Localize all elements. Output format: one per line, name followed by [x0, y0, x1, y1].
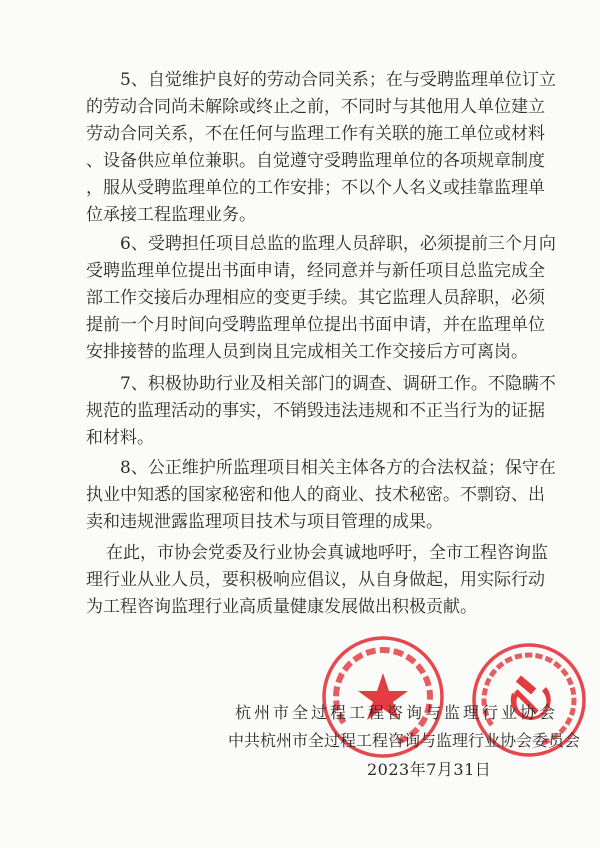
seal-glyph — [418, 665, 424, 673]
seal-lettering — [484, 655, 574, 743]
association-signature: 杭州市全过程工程咨询与监理行业协会 — [235, 703, 559, 722]
text-line: 在此，市协会党委及行业协会真诚地呼吁，全市工程咨询监 — [106, 543, 548, 563]
seal-glyph — [562, 670, 566, 676]
seal-glyph — [336, 687, 337, 697]
document-date: 2023年7月31日 — [367, 760, 492, 779]
seal-glyph — [394, 651, 403, 654]
text-line: 和材料。 — [86, 428, 154, 448]
seal-glyph — [535, 656, 542, 658]
seal-glyph — [555, 663, 561, 668]
text-line: 卖和违规泄露监理项目技术与项目管理的成果。 — [86, 512, 443, 532]
seal-glyph — [571, 708, 573, 715]
text-line: 执业中知悉的国家秘密和他人的商业、技术秘密。不剽窃、出 — [86, 485, 545, 505]
seal-glyph — [407, 656, 415, 662]
seal-glyph — [515, 656, 522, 658]
seal-glyph — [567, 718, 570, 724]
text-line: 部工作交接后办理相应的变更手续。其它监理人员辞职，必须 — [86, 288, 545, 308]
seal-glyph — [497, 663, 503, 668]
text-line: 的劳动合同尚未解除或终止之前，不同时与其他用人单位建立 — [86, 97, 545, 117]
seal-glyph — [487, 679, 490, 686]
text-line: 7、积极协助行业及相关部门的调查、调研工作。不隐瞒不 — [120, 374, 556, 394]
text-line: 位承接工程监理业务。 — [86, 205, 256, 225]
seal-glyph — [354, 655, 362, 660]
text-line: 6、受聘担任项目总监的监理人员辞职，必须提前三个月向 — [120, 234, 556, 254]
text-line: 安排接替的监理人员到岗且完成相关工作交接后方可离岗。 — [86, 342, 528, 362]
text-line: 劳动合同关系，不在任何与监理工作有关联的施工单位或材料 — [86, 124, 545, 144]
seal-glyph — [491, 670, 495, 676]
text-line: 理行业从业人员，要积极响应倡议，从自身做起，用实际行动 — [86, 570, 545, 590]
text-line: 规范的监理活动的事实，不销毁违法违规和不正当行为的证据 — [86, 401, 545, 421]
text-line: 为工程咨询监理行业高质量健康发展做出积极贡献。 — [86, 597, 477, 617]
seal-glyph — [568, 678, 571, 685]
seal-glyph — [338, 674, 342, 683]
seal-glyph — [545, 658, 552, 661]
text-line: 8、公正维护所监理项目相关主体各方的合法权益；保守在 — [120, 458, 556, 478]
text-line: 受聘监理单位提出书面申请，经同意并与新任项目总监完成全 — [86, 261, 545, 281]
seal-glyph — [345, 663, 351, 670]
seal-glyph — [484, 688, 485, 695]
party-committee-signature: 中共杭州市全过程工程咨询与监理行业协会委员会 — [228, 731, 581, 750]
text-line: ，服从受聘监理单位的工作安排；不以个人名义或挂靠监理单 — [86, 178, 545, 198]
text-line: 5、自觉维护良好的劳动合同关系；在与受聘监理单位订立 — [120, 70, 556, 90]
text-line: 、设备供应单位兼职。自觉遵守受聘监理单位的各项规章制度 — [86, 151, 545, 171]
seal-glyph — [366, 651, 375, 654]
seal-glyph — [425, 677, 428, 686]
seal-glyph — [506, 658, 513, 661]
seal-glyph — [572, 688, 573, 695]
text-line: 提前一个月时间向受聘监理单位提出书面申请，并在监理单位 — [86, 315, 545, 335]
